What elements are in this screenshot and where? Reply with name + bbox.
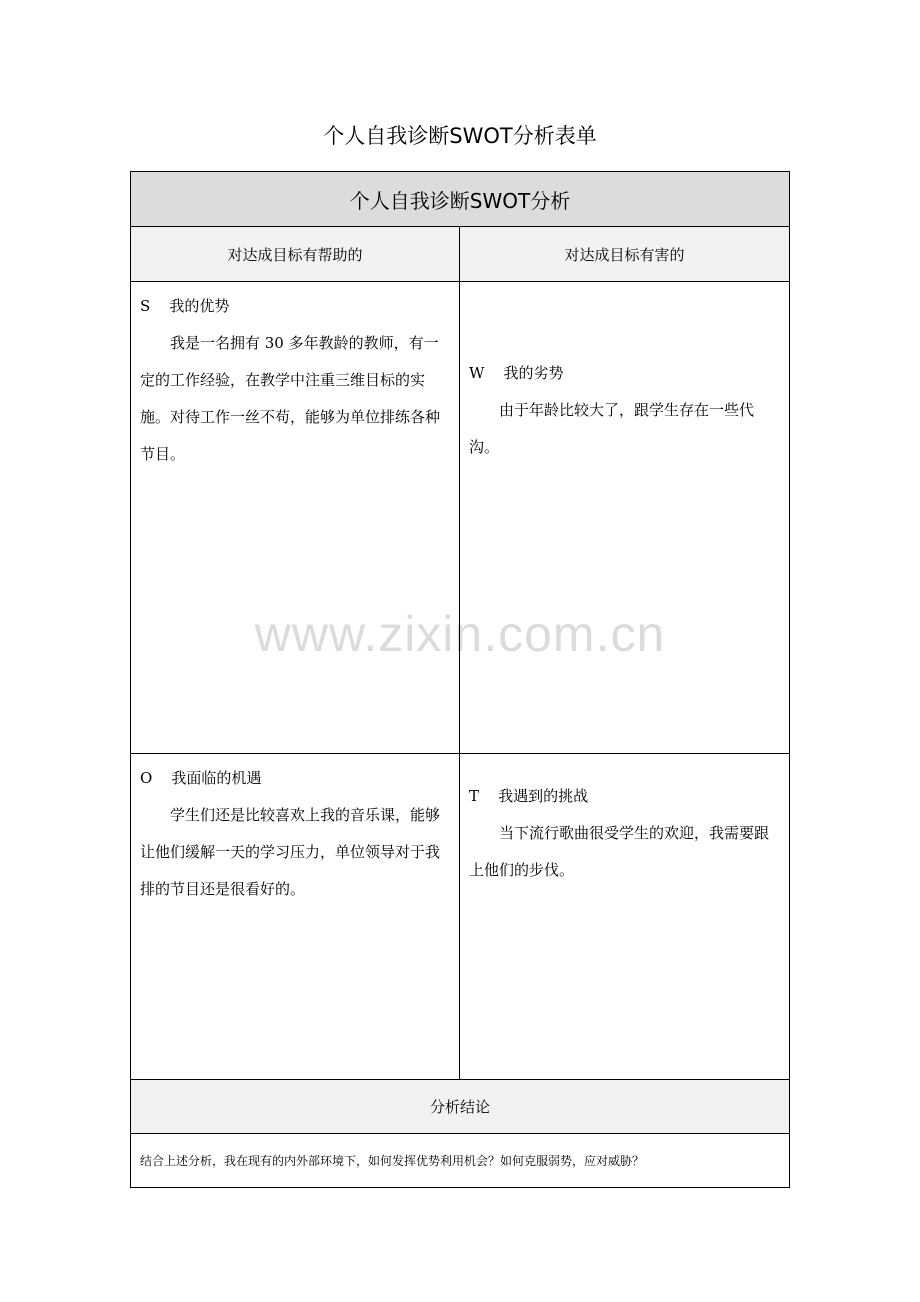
document-title: 个人自我诊断SWOT分析表单 (323, 124, 597, 148)
weaknesses-cell (460, 282, 789, 753)
harmful-column-header: 对达成目标有害的 (564, 245, 685, 264)
threats-cell (460, 754, 789, 1079)
strengths-body: 我是一名拥有 30 多年教龄的教师，有一定的工作经验，在教学中注重三维目标的实施。对待工作一丝不苟，能够为单位排练各种节目。 (140, 334, 441, 463)
opportunities-heading: O 我面临的机遇 (140, 769, 262, 787)
opportunities-cell (131, 754, 460, 1079)
table-header: 个人自我诊断SWOT分析 (131, 172, 789, 227)
strengths-heading: S 我的优势 (140, 297, 230, 315)
weaknesses-body: 由于年龄比较大了，跟学生存在一些代沟。 (469, 401, 755, 456)
conclusion-heading: 分析结论 (131, 1080, 789, 1134)
watermark: www.zixin.com.cn (254, 606, 666, 662)
column-header-row (131, 227, 789, 282)
conclusion-body: 结合上述分析，我在现有的内外部环境下，如何发挥优势利用机会？如何克服弱势，应对威胁？ (140, 1154, 645, 1168)
strengths-cell (131, 282, 460, 753)
helpful-column-header: 对达成目标有帮助的 (131, 227, 460, 281)
strengths-weaknesses-row (131, 282, 789, 754)
swot-table (130, 171, 790, 1188)
opportunities-threats-row (131, 754, 789, 1080)
threats-body: 当下流行歌曲很受学生的欢迎，我需要跟上他们的步伐。 (469, 824, 770, 879)
threats-heading: T 我遇到的挑战 (469, 787, 589, 805)
opportunities-body: 学生们还是比较喜欢上我的音乐课，能够让他们缓解一天的学习压力，单位领导对于我排的节目还是很看好的。 (140, 806, 441, 898)
weaknesses-heading: W 我的劣势 (469, 364, 564, 382)
